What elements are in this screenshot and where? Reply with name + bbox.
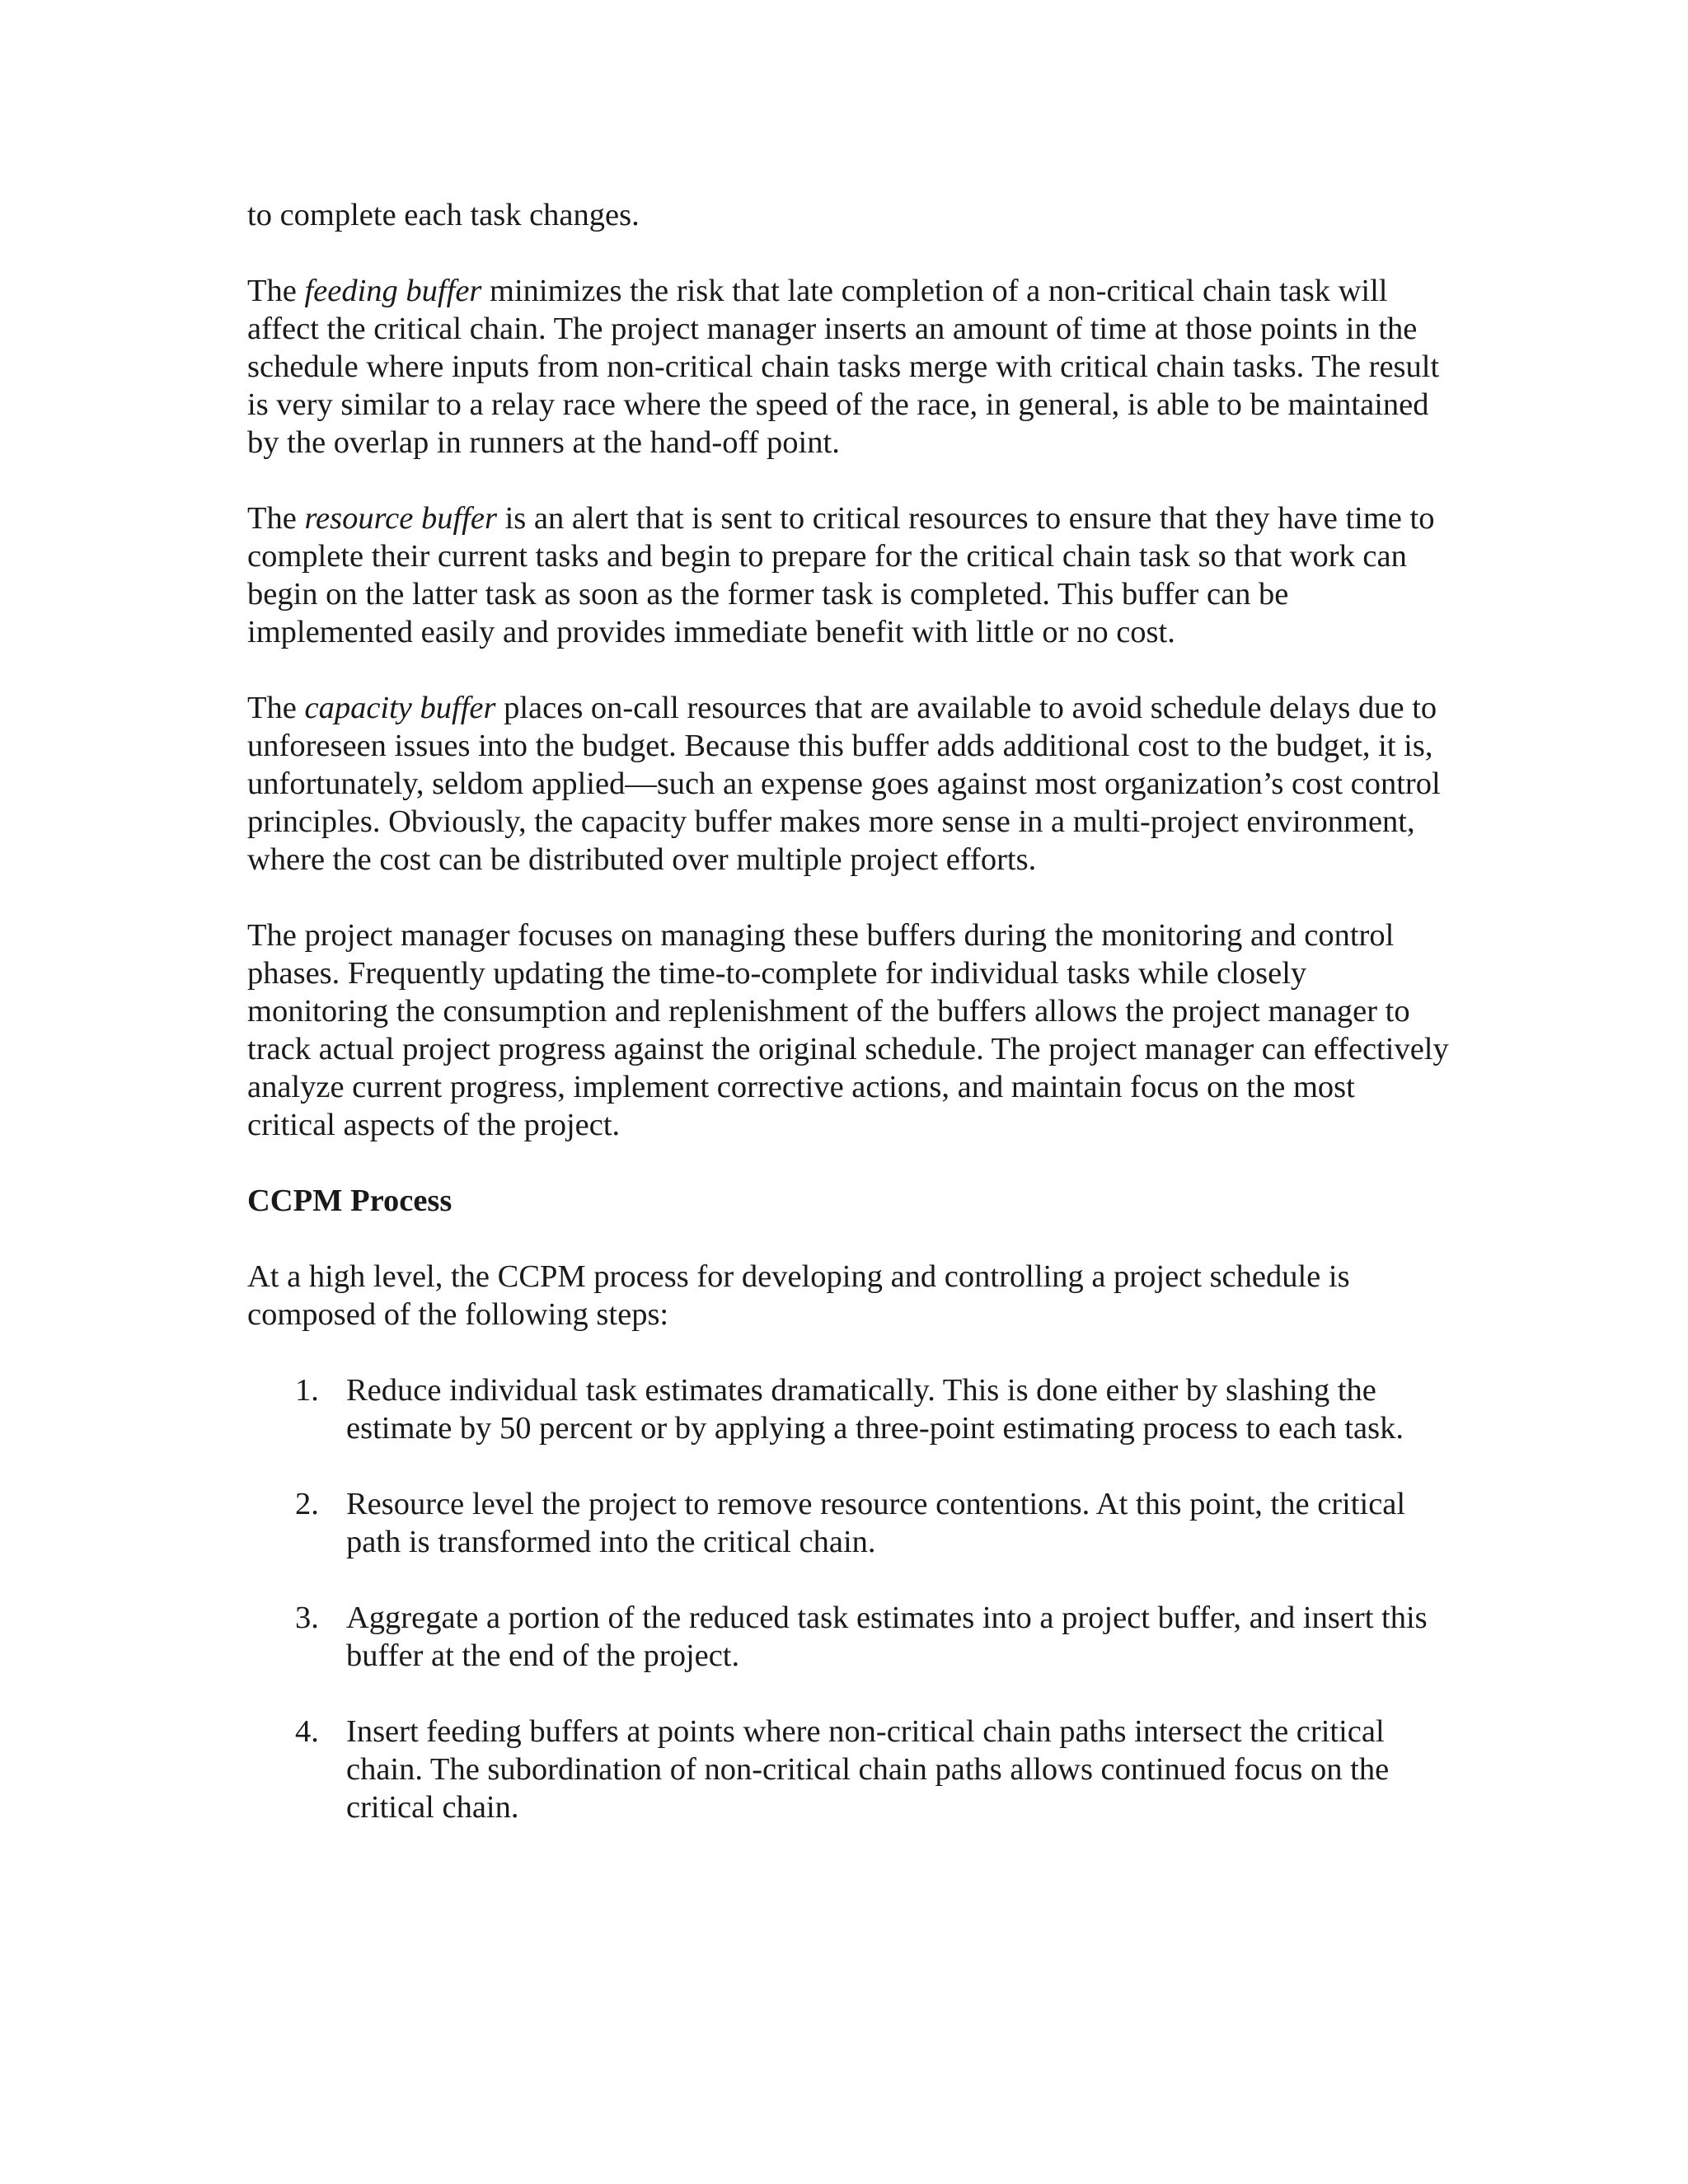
- capacity-buffer-text: places on-call resources that are available to avoid schedule delays due to unforeseen issues into the budget. Because this buffer adds additional cost to the budget, it is, unfortunately, seldom applied—such an expense goes against most organization’s cost control principles. Obviously, the capacity buffer makes more sense in a multi-project environment, where the cost can be distributed over multiple project efforts.: [247, 691, 1441, 877]
- managing-buffers-paragraph: The project manager focuses on managing these buffers during the monitoring and control phases. Frequently updating the time-to-complete for individual tasks while closely monitoring the consumption and replenishment of the buffers allows the project manager to track actual project progress against the original schedule. The project manager can effectively analyze current progress, implement corrective actions, and maintain focus on the most critical aspects of the project.: [247, 918, 1449, 1142]
- list-item: [247, 1599, 1451, 1675]
- step-number: 2.: [295, 1487, 319, 1521]
- step-number: 3.: [295, 1601, 319, 1635]
- step-text: Reduce individual task estimates dramatically. This is done either by slashing the estimate by 50 percent or by applying a three-point estimating process to each task.: [346, 1373, 1404, 1446]
- feeding-buffer-text: minimizes the risk that late completion of a non-critical chain task will affect the critical chain. The project manager inserts an amount of time at those points in the schedule where inputs from non-critical chain tasks merge with critical chain tasks. The result is very similar to a relay race where the speed of the race, in general, is able to be maintained by the overlap in runners at the hand-off point.: [247, 274, 1440, 460]
- document-page: [247, 196, 1451, 1864]
- step-text: Resource level the project to remove resource contentions. At this point, the critical path is transformed into the critical chain.: [346, 1487, 1406, 1559]
- capacity-buffer-paragraph: [247, 689, 1451, 879]
- resource-buffer-term: resource buffer: [304, 501, 497, 536]
- section-heading: CCPM Process: [247, 1183, 452, 1218]
- step-number: 4.: [295, 1714, 319, 1749]
- list-item: [247, 1713, 1451, 1826]
- feeding-buffer-paragraph: [247, 272, 1451, 462]
- list-item: [247, 1485, 1451, 1561]
- continuation-paragraph: to complete each task changes.: [247, 198, 640, 232]
- capacity-buffer-term: capacity buffer: [304, 691, 496, 725]
- feeding-buffer-pre: The: [247, 274, 305, 308]
- process-intro-paragraph: At a high level, the CCPM process for developing and controlling a project schedule is composed of the following steps:: [247, 1259, 1350, 1332]
- capacity-buffer-pre: The: [247, 691, 305, 725]
- resource-buffer-paragraph: [247, 499, 1451, 651]
- process-steps-list: [247, 1371, 1451, 1826]
- list-item: [247, 1371, 1451, 1447]
- resource-buffer-text: is an alert that is sent to critical resources to ensure that they have time to complete their current tasks and begin to prepare for the critical chain task so that work can begin on the latter task as soon as the former task is completed. This buffer can be implemented easily and provides immediate benefit with little or no cost.: [247, 501, 1435, 649]
- step-text: Aggregate a portion of the reduced task estimates into a project buffer, and insert this buffer at the end of the project.: [346, 1601, 1428, 1673]
- step-text: Insert feeding buffers at points where non-critical chain paths intersect the critical chain. The subordination of non-critical chain paths allows continued focus on the critical chain.: [346, 1714, 1390, 1825]
- feeding-buffer-term: feeding buffer: [304, 274, 482, 308]
- resource-buffer-pre: The: [247, 501, 305, 536]
- step-number: 1.: [295, 1373, 319, 1408]
